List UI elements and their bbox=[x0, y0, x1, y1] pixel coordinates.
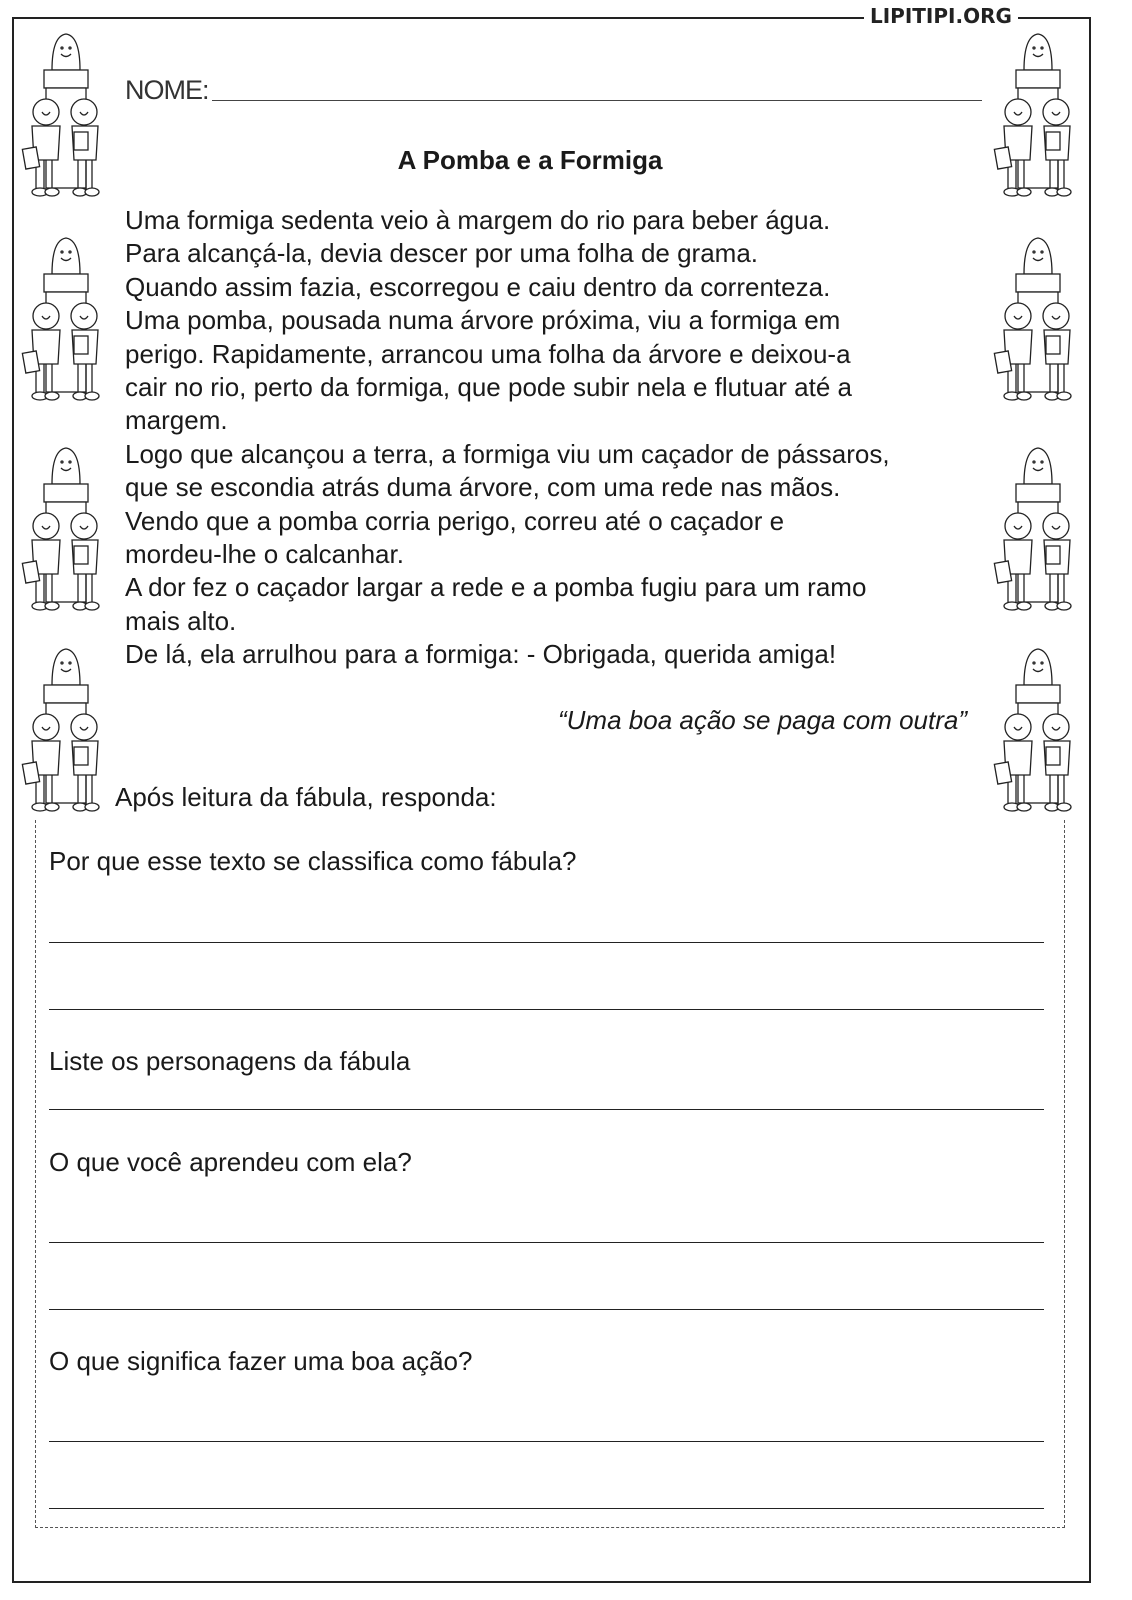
question-4: O que significa fazer uma boa ação? bbox=[49, 1346, 473, 1376]
story-line: mais alto. bbox=[125, 605, 237, 636]
question-3: O que você aprendeu com ela? bbox=[49, 1147, 412, 1177]
story-line: Uma formiga sedenta veio à margem do rio para beber água. bbox=[125, 205, 831, 235]
story-line: A dor fez o caçador largar a rede e a pomba fugiu para um ramo bbox=[125, 572, 867, 603]
story-text bbox=[125, 204, 1025, 672]
story-line: Uma pomba, pousada numa árvore próxima, viu a formiga em bbox=[125, 305, 841, 336]
name-input-line[interactable] bbox=[212, 100, 982, 101]
story-line: Vendo que a pomba corria perigo, correu até o caçador e bbox=[125, 505, 785, 536]
answer-line[interactable] bbox=[49, 1009, 1044, 1010]
story-line: Quando assim fazia, escorregou e caiu dentro da correnteza. bbox=[125, 271, 831, 302]
story-line: perigo. Rapidamente, arrancou uma folha da árvore e deixou-a bbox=[125, 338, 851, 369]
answer-line[interactable] bbox=[49, 1309, 1044, 1310]
answer-line[interactable] bbox=[49, 1508, 1044, 1509]
story-line: Para alcançá-la, devia descer por uma folha de grama. bbox=[125, 238, 759, 269]
kids-crayon-clipart-icon bbox=[18, 645, 114, 815]
answer-line[interactable] bbox=[49, 942, 1044, 943]
moral-text: “Uma boa ação se paga com outra” bbox=[558, 705, 967, 735]
question-1: Por que esse texto se classifica como fábula? bbox=[49, 846, 577, 876]
answer-line[interactable] bbox=[49, 1109, 1044, 1110]
story-line: Logo que alcançou a terra, a formiga viu um caçador de pássaros, bbox=[125, 438, 890, 469]
questions-intro: Após leitura da fábula, responda: bbox=[115, 782, 497, 812]
kids-crayon-clipart-icon bbox=[18, 444, 114, 614]
story-title: A Pomba e a Formiga bbox=[397, 145, 663, 175]
story-line: que se escondia atrás duma árvore, com uma rede nas mãos. bbox=[125, 472, 841, 503]
story-line: cair no rio, perto da formiga, que pode subir nela e flutuar até a bbox=[125, 372, 852, 403]
story-line: De lá, ela arrulhou para a formiga: - Obrigada, querida amiga! bbox=[125, 639, 837, 670]
question-2: Liste os personagens da fábula bbox=[49, 1046, 411, 1076]
kids-crayon-clipart-icon bbox=[18, 234, 114, 404]
answer-line[interactable] bbox=[49, 1441, 1044, 1442]
answer-line[interactable] bbox=[49, 1242, 1044, 1243]
story-line: margem. bbox=[125, 405, 228, 436]
site-logo: LIPITIPI.ORG bbox=[864, 4, 1018, 28]
name-label: NOME: bbox=[125, 75, 209, 105]
story-line: mordeu-lhe o calcanhar. bbox=[125, 539, 404, 570]
